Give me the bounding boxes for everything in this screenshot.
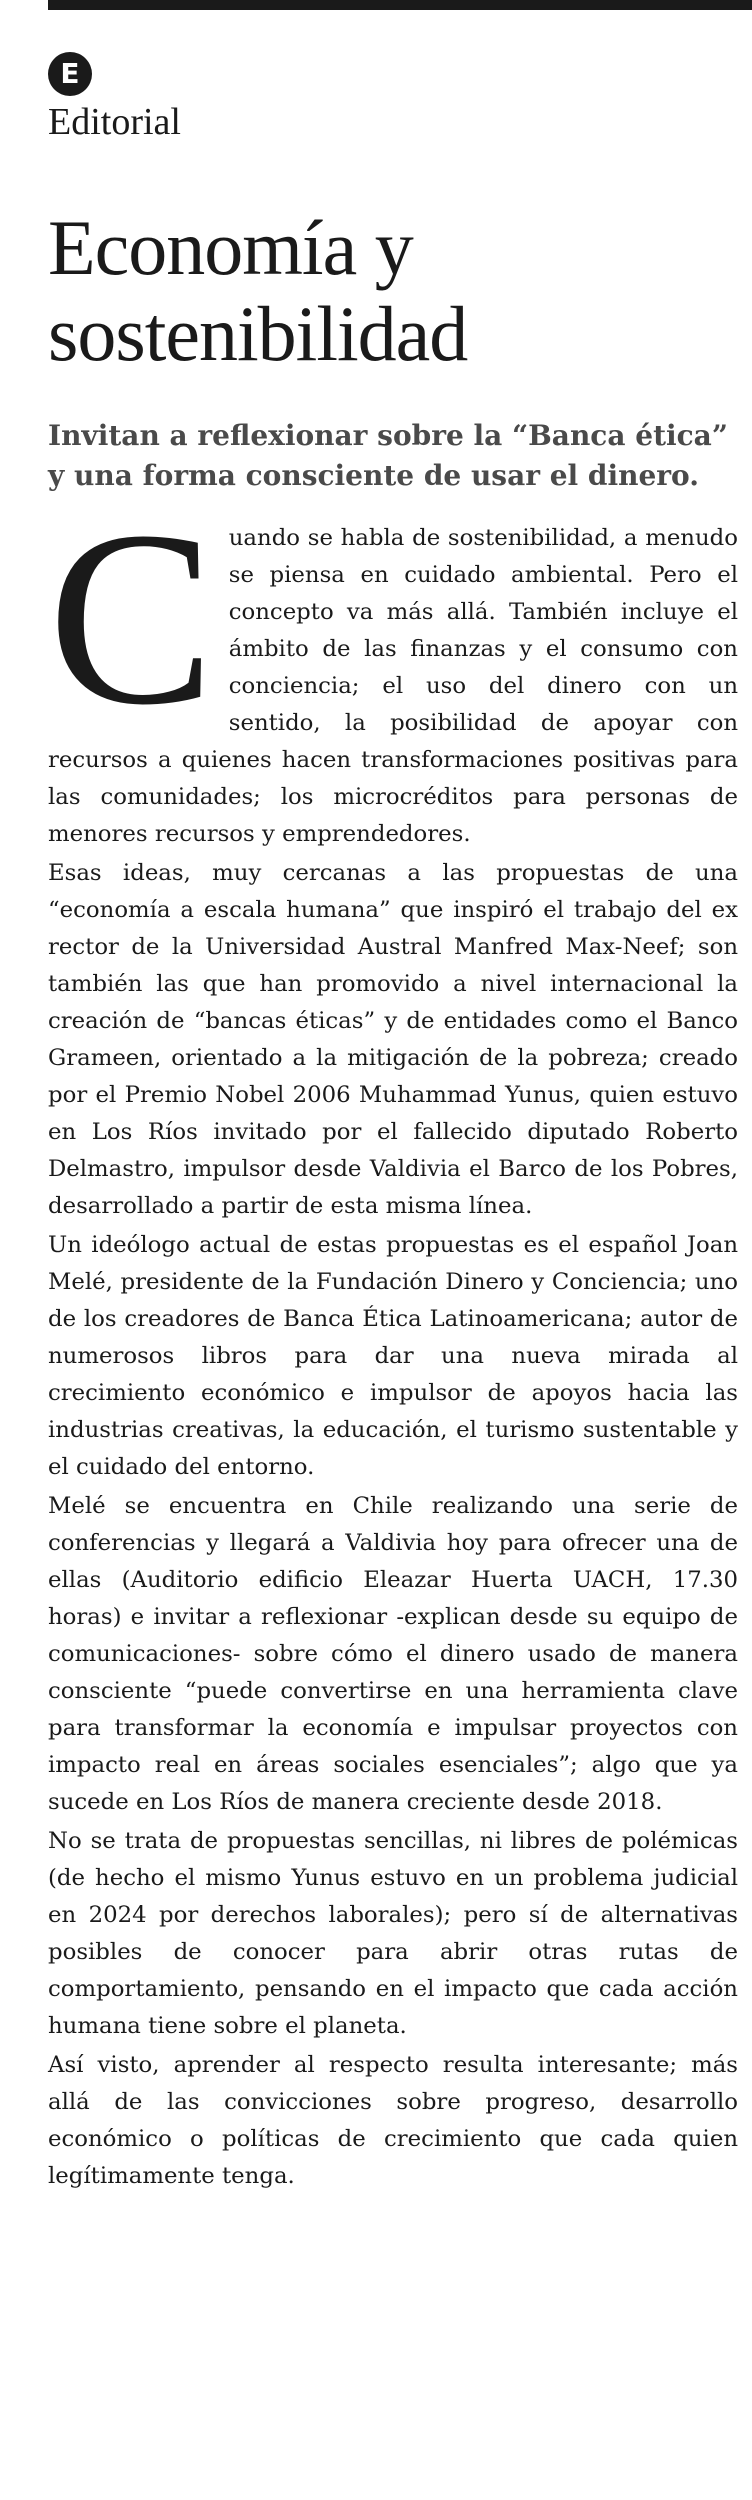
paragraph-4: Melé se encuentra en Chile realizando una serie de conferencias y llegará a Valdivia hoy para ofrecer una de ellas (Auditorio edificio Eleazar Huerta UACH, 17.30 horas) e invitar a reflexionar -explican desde su equipo de comunicaciones- sobre cómo el dinero usado de manera consciente “puede convertirse en una herramienta clave para transformar la economía e impulsar proyectos con impacto real en áreas sociales esenciales”; algo que ya sucede en Los Ríos de manera creciente desde 2018. — [48, 1493, 738, 1815]
paragraph-text: uando se habla de sostenibilidad, a menudo se piensa en cuidado ambiental. Pero el concepto va más allá. También incluye el ámbito de las finanzas y el consumo con conciencia; el uso del dinero con un sentido, la posibilidad de apoyar con recursos a quienes hacen transformaciones positivas para las comunidades; los microcréditos para personas de menores recursos y emprendedores. — [48, 525, 738, 847]
paragraph-1 — [48, 480, 738, 853]
section-badge: E — [48, 52, 92, 96]
paragraph-2: Esas ideas, muy cercanas a las propuestas de una “economía a escala humana” que inspiró el trabajo del ex rector de la Universidad Austral Manfred Max-Neef; son también las que han promovido a nivel internacional la creación de “bancas éticas” y de entidades como el Banco Grameen, orientado a la mitigación de la pobreza; creado por el Premio Nobel 2006 Muhammad Yunus, quien estuvo en Los Ríos invitado por el fallecido diputado Roberto Delmastro, impulsor desde Valdivia el Barco de los Pobres, desarrollado a partir de esta misma línea. — [48, 860, 738, 1219]
paragraph-3: Un ideólogo actual de estas propuestas es el español Joan Melé, presidente de la Fundación Dinero y Conciencia; uno de los creadores de Banca Ética Latinoamericana; autor de numerosos libros para dar una nueva mirada al crecimiento económico e impulsor de apoyos hacia las industrias creativas, la educación, el turismo sustentable y el cuidado del entorno. — [48, 1232, 738, 1480]
deck: Invitan a reflexionar sobre la “Banca ética” y una forma consciente de usar el dinero. — [48, 419, 728, 492]
section-label: Editorial — [48, 101, 181, 143]
top-rule — [48, 0, 752, 10]
paragraph-5: No se trata de propuestas sencillas, ni libres de polémicas (de hecho el mismo Yunus estuvo en un problema judicial en 2024 por derechos laborales); pero sí de alternativas posibles de conocer para abrir otras rutas de comportamiento, pensando en el impacto que cada acción humana tiene sobre el planeta. — [48, 1828, 738, 2039]
headline: Economía y sostenibilidad — [48, 204, 468, 377]
drop-cap: C — [48, 480, 215, 757]
paragraph-6: Así visto, aprender al respecto resulta interesante; más allá de las convicciones sobre progreso, desarrollo económico o políticas de crecimiento que cada quien legítimamente tenga. — [48, 2052, 738, 2189]
article-body — [48, 480, 738, 2197]
